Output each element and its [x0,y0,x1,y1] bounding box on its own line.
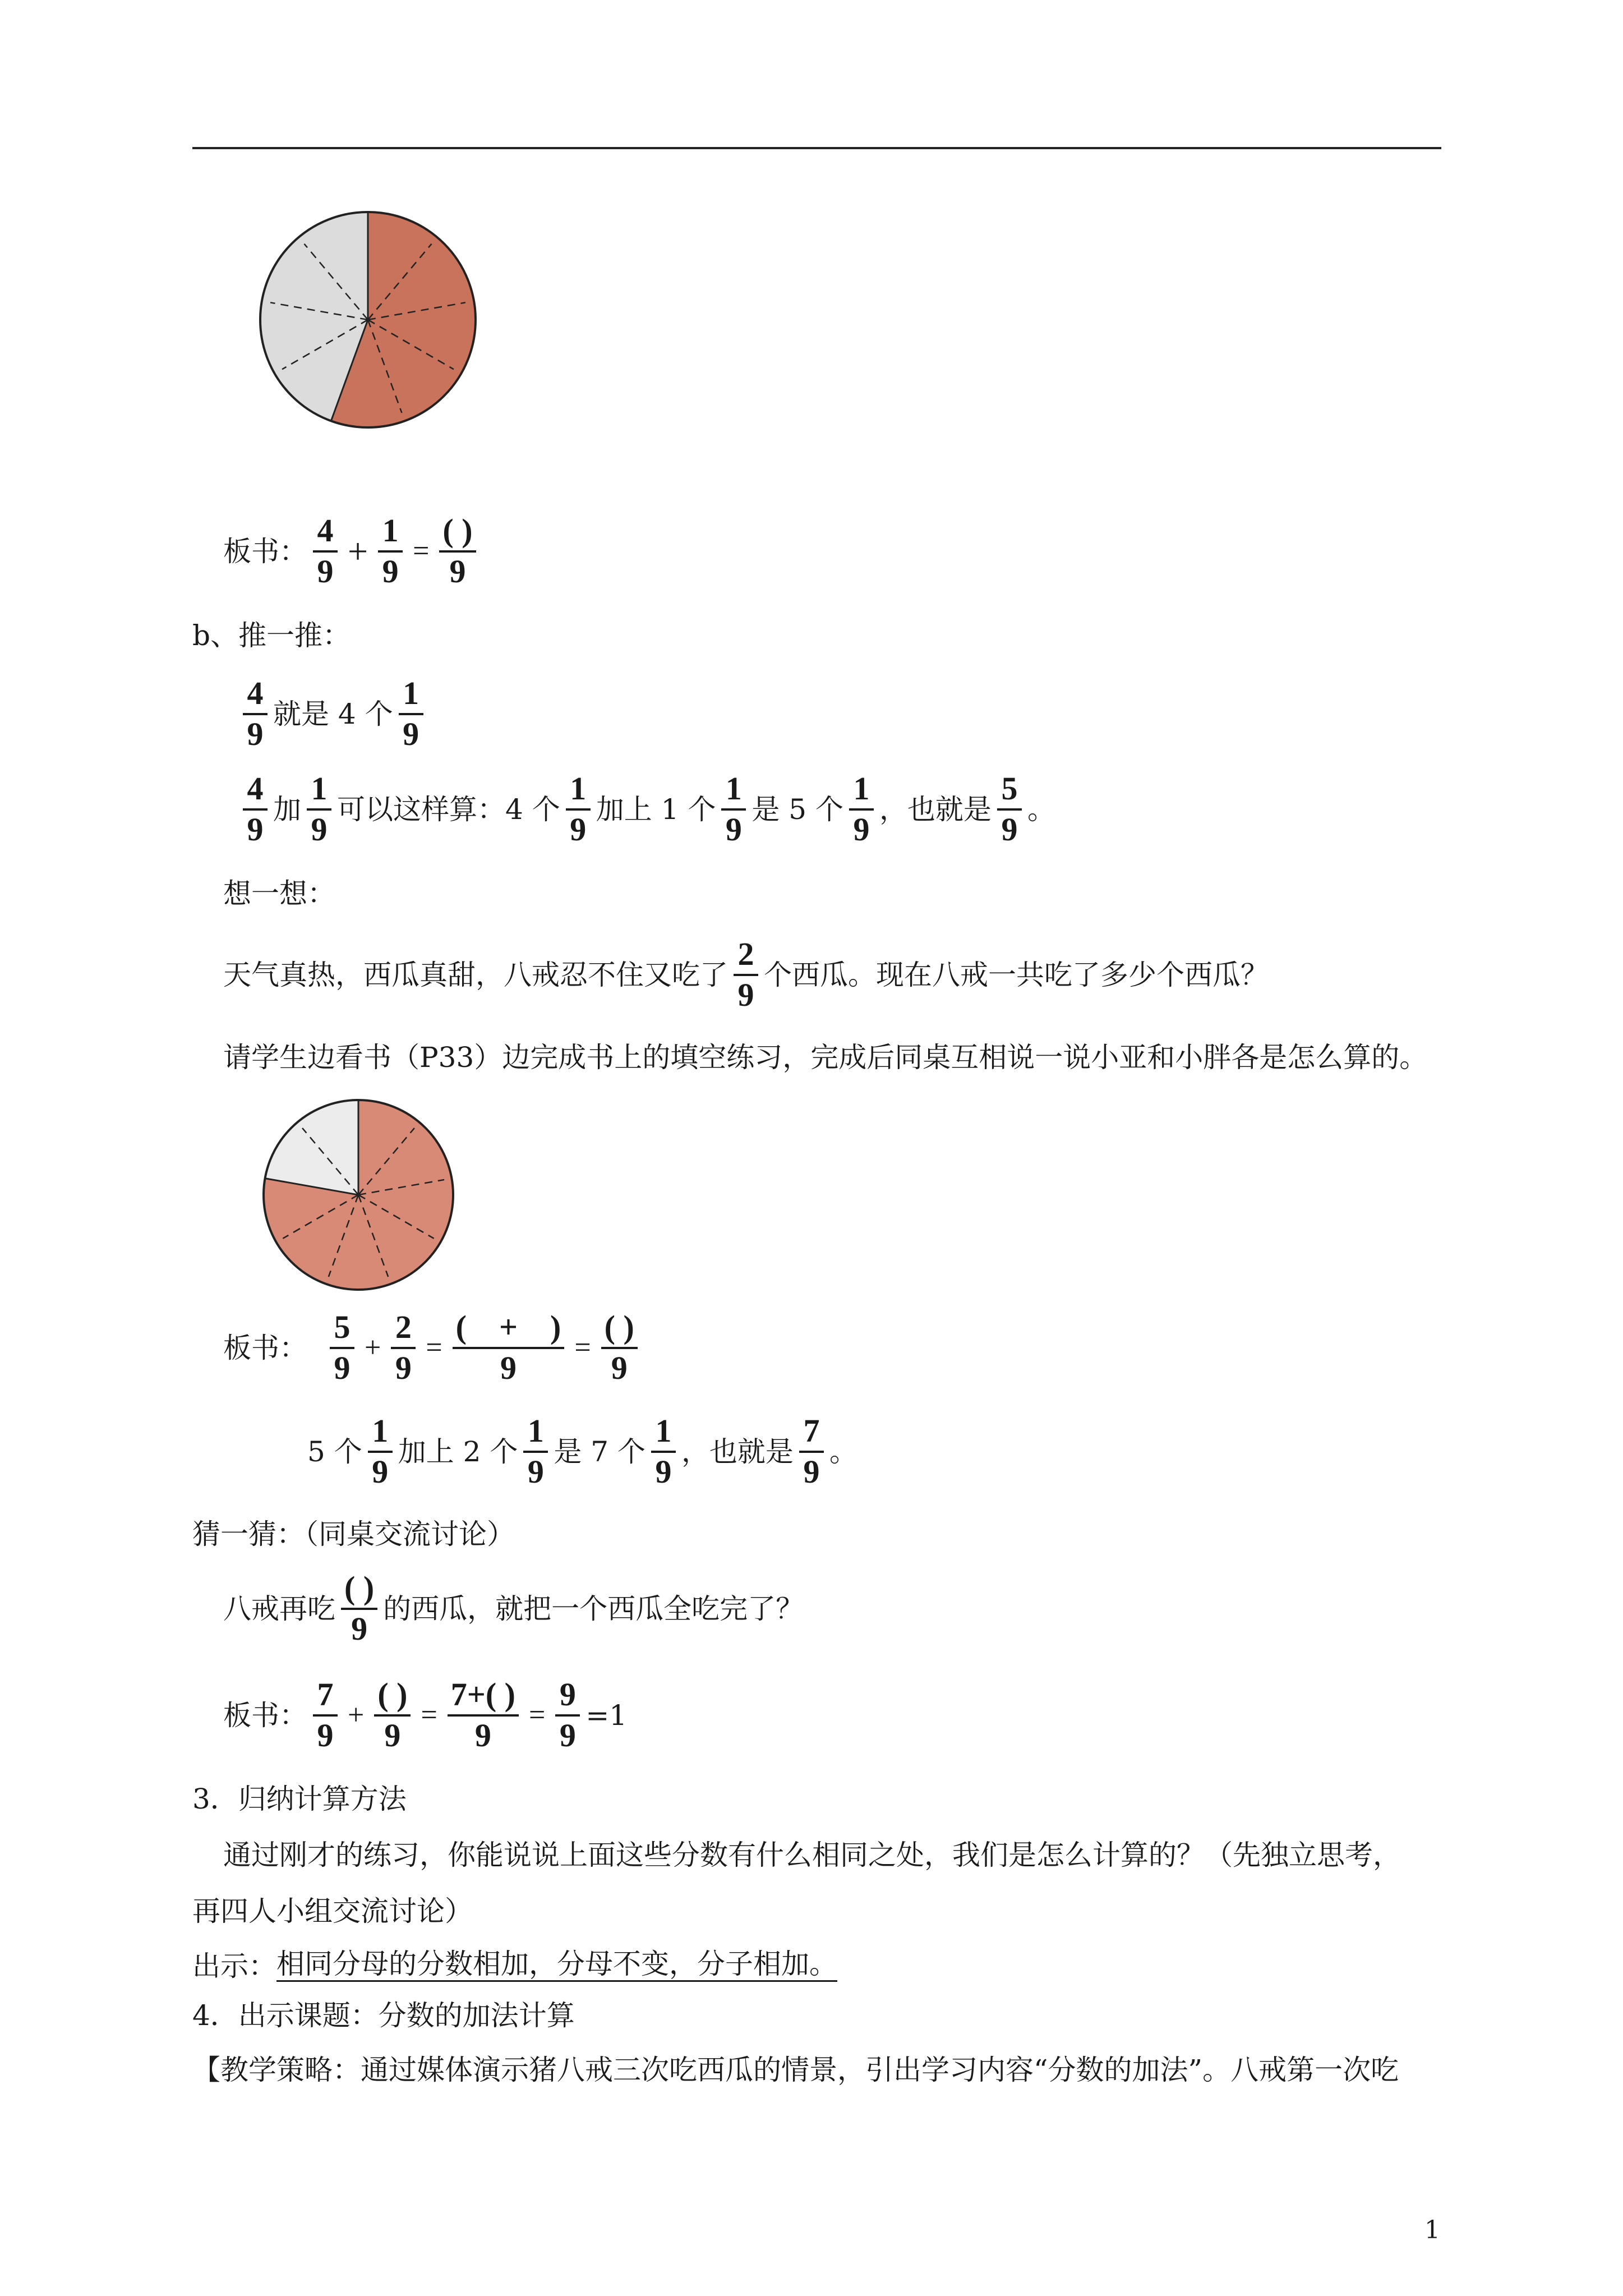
fraction: $\frac{1}{9}$ [849,771,874,847]
fraction: $\frac{7}{9}$ [313,1677,338,1753]
fraction-blank: $\frac{( )}{9}$ [601,1310,638,1386]
deduction-line-1: $\frac{4}{9}$ 就是 4 个 $\frac{1}{9}$ [237,676,429,752]
fraction: $\frac{4}{9}$ [243,771,268,847]
board-label: 板书： [223,1331,307,1364]
fraction: $\frac{7}{9}$ [799,1414,824,1489]
story-question: 天气真热，西瓜真甜，八戒忍不住又吃了 $\frac{2}{9}$ 个西瓜。现在八戒一共吃了多少个西瓜？ [223,936,1269,1013]
fraction-blank: $\frac{( )}{9}$ [439,513,476,589]
fraction: $\frac{1}{9}$ [307,771,331,847]
fraction-blank: $\frac{( )}{9}$ [374,1677,411,1753]
fraction: $\frac{1}{9}$ [651,1414,676,1489]
equals-sign: = [421,1699,437,1731]
fraction: $\frac{1}{9}$ [399,676,423,752]
paragraph-line: 通过刚才的练习，你能说说上面这些分数有什么相同之处，我们是怎么计算的？（先独立思考， [223,1839,1401,1871]
section-heading-4: 4．出示课题：分数的加法计算 [192,1999,575,2032]
think-heading: 想一想： [223,877,335,910]
board-label: 板书： [223,535,307,568]
board-equation-2 [223,1310,643,1386]
board-equation-1 [223,513,482,589]
paragraph-line: 再四人小组交流讨论） [192,1895,473,1927]
deduction-line-3: 5 个 $\frac{1}{9}$ 加上 2 个 $\frac{1}{9}$ 是 7 个 $\frac{1}{9}$ ，也就是 $\frac{7}{9}$ 。 [307,1412,857,1490]
board-equation-3: 板书： $\frac{7}{9}$ + $\frac{( )}{9}$ = $\frac{7+( )}{9}$ = $\frac{9}{9}$ =1 [223,1676,628,1754]
fraction: $\frac{9}{9}$ [555,1677,580,1753]
plus-sign: + [348,531,368,571]
fraction-blank: $\frac{7+( )}{9}$ [448,1677,519,1753]
fraction-blank: $\frac{( )}{9}$ [341,1571,377,1646]
fraction: $\frac{1}{9}$ [368,1414,393,1489]
fraction: $\frac{1}{9}$ [566,771,591,847]
fraction: $\frac{2}{9}$ [391,1310,416,1386]
fraction: $\frac{1}{9}$ [523,1414,548,1489]
rule-statement [192,1950,837,1982]
fraction: $\frac{4}{9}$ [243,676,268,752]
guess-heading: 猜一猜：（同桌交流讨论） [192,1518,515,1550]
page-number: 1 [1424,2216,1440,2244]
instruction-text: 请学生边看书（P33）边完成书上的填空练习，完成后同桌互相说一说小亚和小胖各是怎么算的。 [223,1041,1428,1074]
plus-sign: + [365,1331,381,1364]
plus-sign: + [348,1699,365,1731]
deduction-line-2: $\frac{4}{9}$ 加 $\frac{1}{9}$ 可以这样算：4 个 $\frac{1}{9}$ 加上 1 个 $\frac{1}{9}$ 是 5 个 $\frac{1}{9}$ ，也就是 $\frac{5}{9}$ 。 [237,771,1055,847]
equals-sign: = [426,1331,442,1364]
header-rule [192,147,1441,149]
fraction: $\frac{5}{9}$ [330,1310,354,1386]
equals-sign: = [574,1331,591,1364]
section-heading-b: b、推一推： [192,619,351,652]
rule-text: 相同分母的分数相加，分母不变，分子相加。 [276,1950,837,1982]
guess-question: 八戒再吃 $\frac{( )}{9}$ 的西瓜，就把一个西瓜全吃完了？ [223,1570,804,1647]
board-label: 板书： [223,1699,307,1732]
watermelon-fraction-diagram-1 [257,209,479,431]
fraction-blank: $\frac{( + )}{9}$ [453,1310,565,1386]
fraction: $\frac{2}{9}$ [734,937,758,1013]
fraction: $\frac{1}{9}$ [378,513,403,589]
teaching-strategy-line: 【教学策略：通过媒体演示猪八戒三次吃西瓜的情景，引出学习内容“分数的加法”。八戒第一次吃 [192,2054,1399,2086]
equals-sign: = [413,535,430,567]
fraction: $\frac{1}{9}$ [721,771,746,847]
statement-label: 出示： [192,1949,276,1982]
watermelon-fraction-diagram-2 [260,1097,457,1293]
equals-sign: = [528,1699,546,1731]
fraction: $\frac{4}{9}$ [313,513,338,589]
fraction: $\frac{5}{9}$ [997,771,1022,847]
section-heading-3: 3．归纳计算方法 [192,1783,407,1815]
